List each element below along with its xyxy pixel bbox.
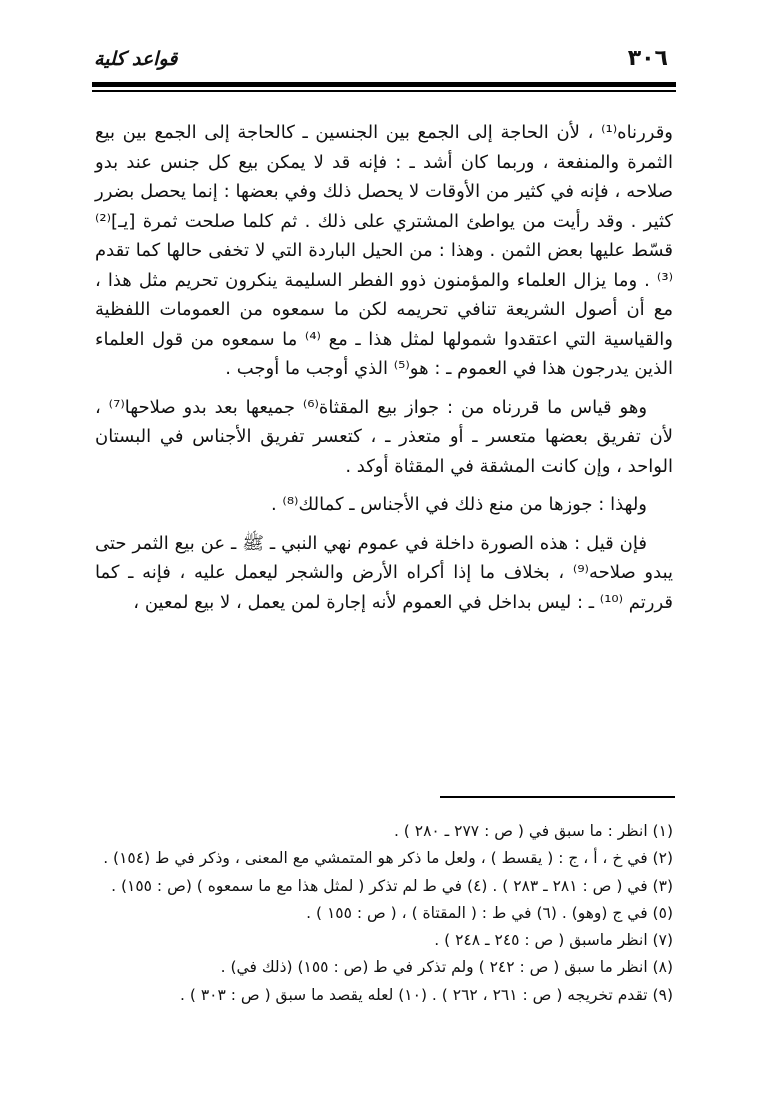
footnote-line: (٨) انظر ما سبق ( ص : ٢٤٢ ) ولم تذكر في ط (ص : ١٥٥) (ذلك في) . <box>220 958 673 977</box>
running-title: قواعد كلية <box>94 48 178 70</box>
paragraph: وقررناه⁽¹⁾ ، لأن الحاجة إلى الجمع بين الجنسين ـ كالحاجة إلى الجمع بين بيع الثمرة والمنفعة ، وربما كان أشد ـ : فإنه قد لا يمكن بيع كل جنس عند بدو صلاحه ، فإنه في كثير من الأوقات لا يحصل ذلك وفي بعضها : إنما يحصل بضرر كثير . وقد رأيت من يواطئ المشتري على ذلك . ثم كلما صلحت ثمرة [يـ]⁽²⁾ قسّط عليها بعض الثمن . وهذا : من الحيل الباردة التي لا تخفى حالها كما تقدم ⁽³⁾ . وما يزال العلماء والمؤمنون ذوو الفطر السليمة ينكرون تحريم مثل هذا ، مع أن أصول الشريعة تنافي تحريمه لكن ما سمعوه من العمومات اللفظية والقياسية التي اعتقدوا شمولها لمثل هذا ـ مع ⁽⁴⁾ ما سمعوه من قول العلماء الذين يدرجون هذا في العموم ـ : هو⁽⁵⁾ الذي أوجب ما أوجب . <box>95 122 673 379</box>
footnote-line: (١) انظر : ما سبق في ( ص : ٢٧٧ ـ ٢٨٠ ) . <box>393 822 673 840</box>
footnote-line: (٢) في خ ، أ ، ج : ( يقسط ) ، ولعل ما ذكر هو المتمشي مع المعنى ، وذكر في ط (١٥٤) . <box>103 849 673 868</box>
footnote-line: (٩) تقدم تخريجه ( ص : ٢٦١ ، ٢٦٢ ) . (١٠) لعله يقصد ما سبق ( ص : ٣٠٣ ) . <box>180 985 673 1004</box>
footnotes <box>95 818 673 1009</box>
page-header <box>92 46 676 76</box>
page-number: ٣٠٦ <box>627 46 668 71</box>
footnote-line: (٣) في ( ص : ٢٨١ ـ ٢٨٣ ) . (٤) في ط لم تذكر ( لمثل هذا مع ما سمعوه ) (ص : ١٥٥) . <box>111 876 673 895</box>
header-rule-thin <box>92 90 676 92</box>
paragraph: وهو قياس ما قررناه من : جواز بيع المقثاة⁽⁶⁾ جميعها بعد بدو صلاحها⁽⁷⁾ ، لأن تفريق بعضها متعسر ـ أو متعذر ـ ، كتعسر تفريق الأجناس في البستان الواحد ، وإن كانت المشقة في المقثاة أوكد . <box>95 396 673 477</box>
paragraph: فإن قيل : هذه الصورة داخلة في عموم نهي النبي ـ ﷺ ـ عن بيع الثمر حتى يبدو صلاحه⁽⁹⁾ ، بخلاف ما إذا أكراه الأرض والشجر ليعمل عليه ، فإنه ـ كما قررتم ⁽¹⁰⁾ ـ : ليس بداخل في العموم لأنه إجارة لمن يعمل ، لا بيع لمعين ، <box>95 532 674 613</box>
footnote-line: (٥) في ج (وهو) . (٦) في ط : ( المقتاة ) ، ( ص : ١٥٥ ) . <box>306 903 673 922</box>
footnote-line: (٧) انظر ماسبق ( ص : ٢٤٥ ـ ٢٤٨ ) . <box>434 931 673 950</box>
footnote-separator <box>440 796 675 798</box>
header-rule-thick <box>92 82 676 87</box>
main-text <box>95 118 673 617</box>
paragraph: ولهذا : جوزها من منع ذلك في الأجناس ـ كمالك⁽⁸⁾ . <box>270 494 647 515</box>
